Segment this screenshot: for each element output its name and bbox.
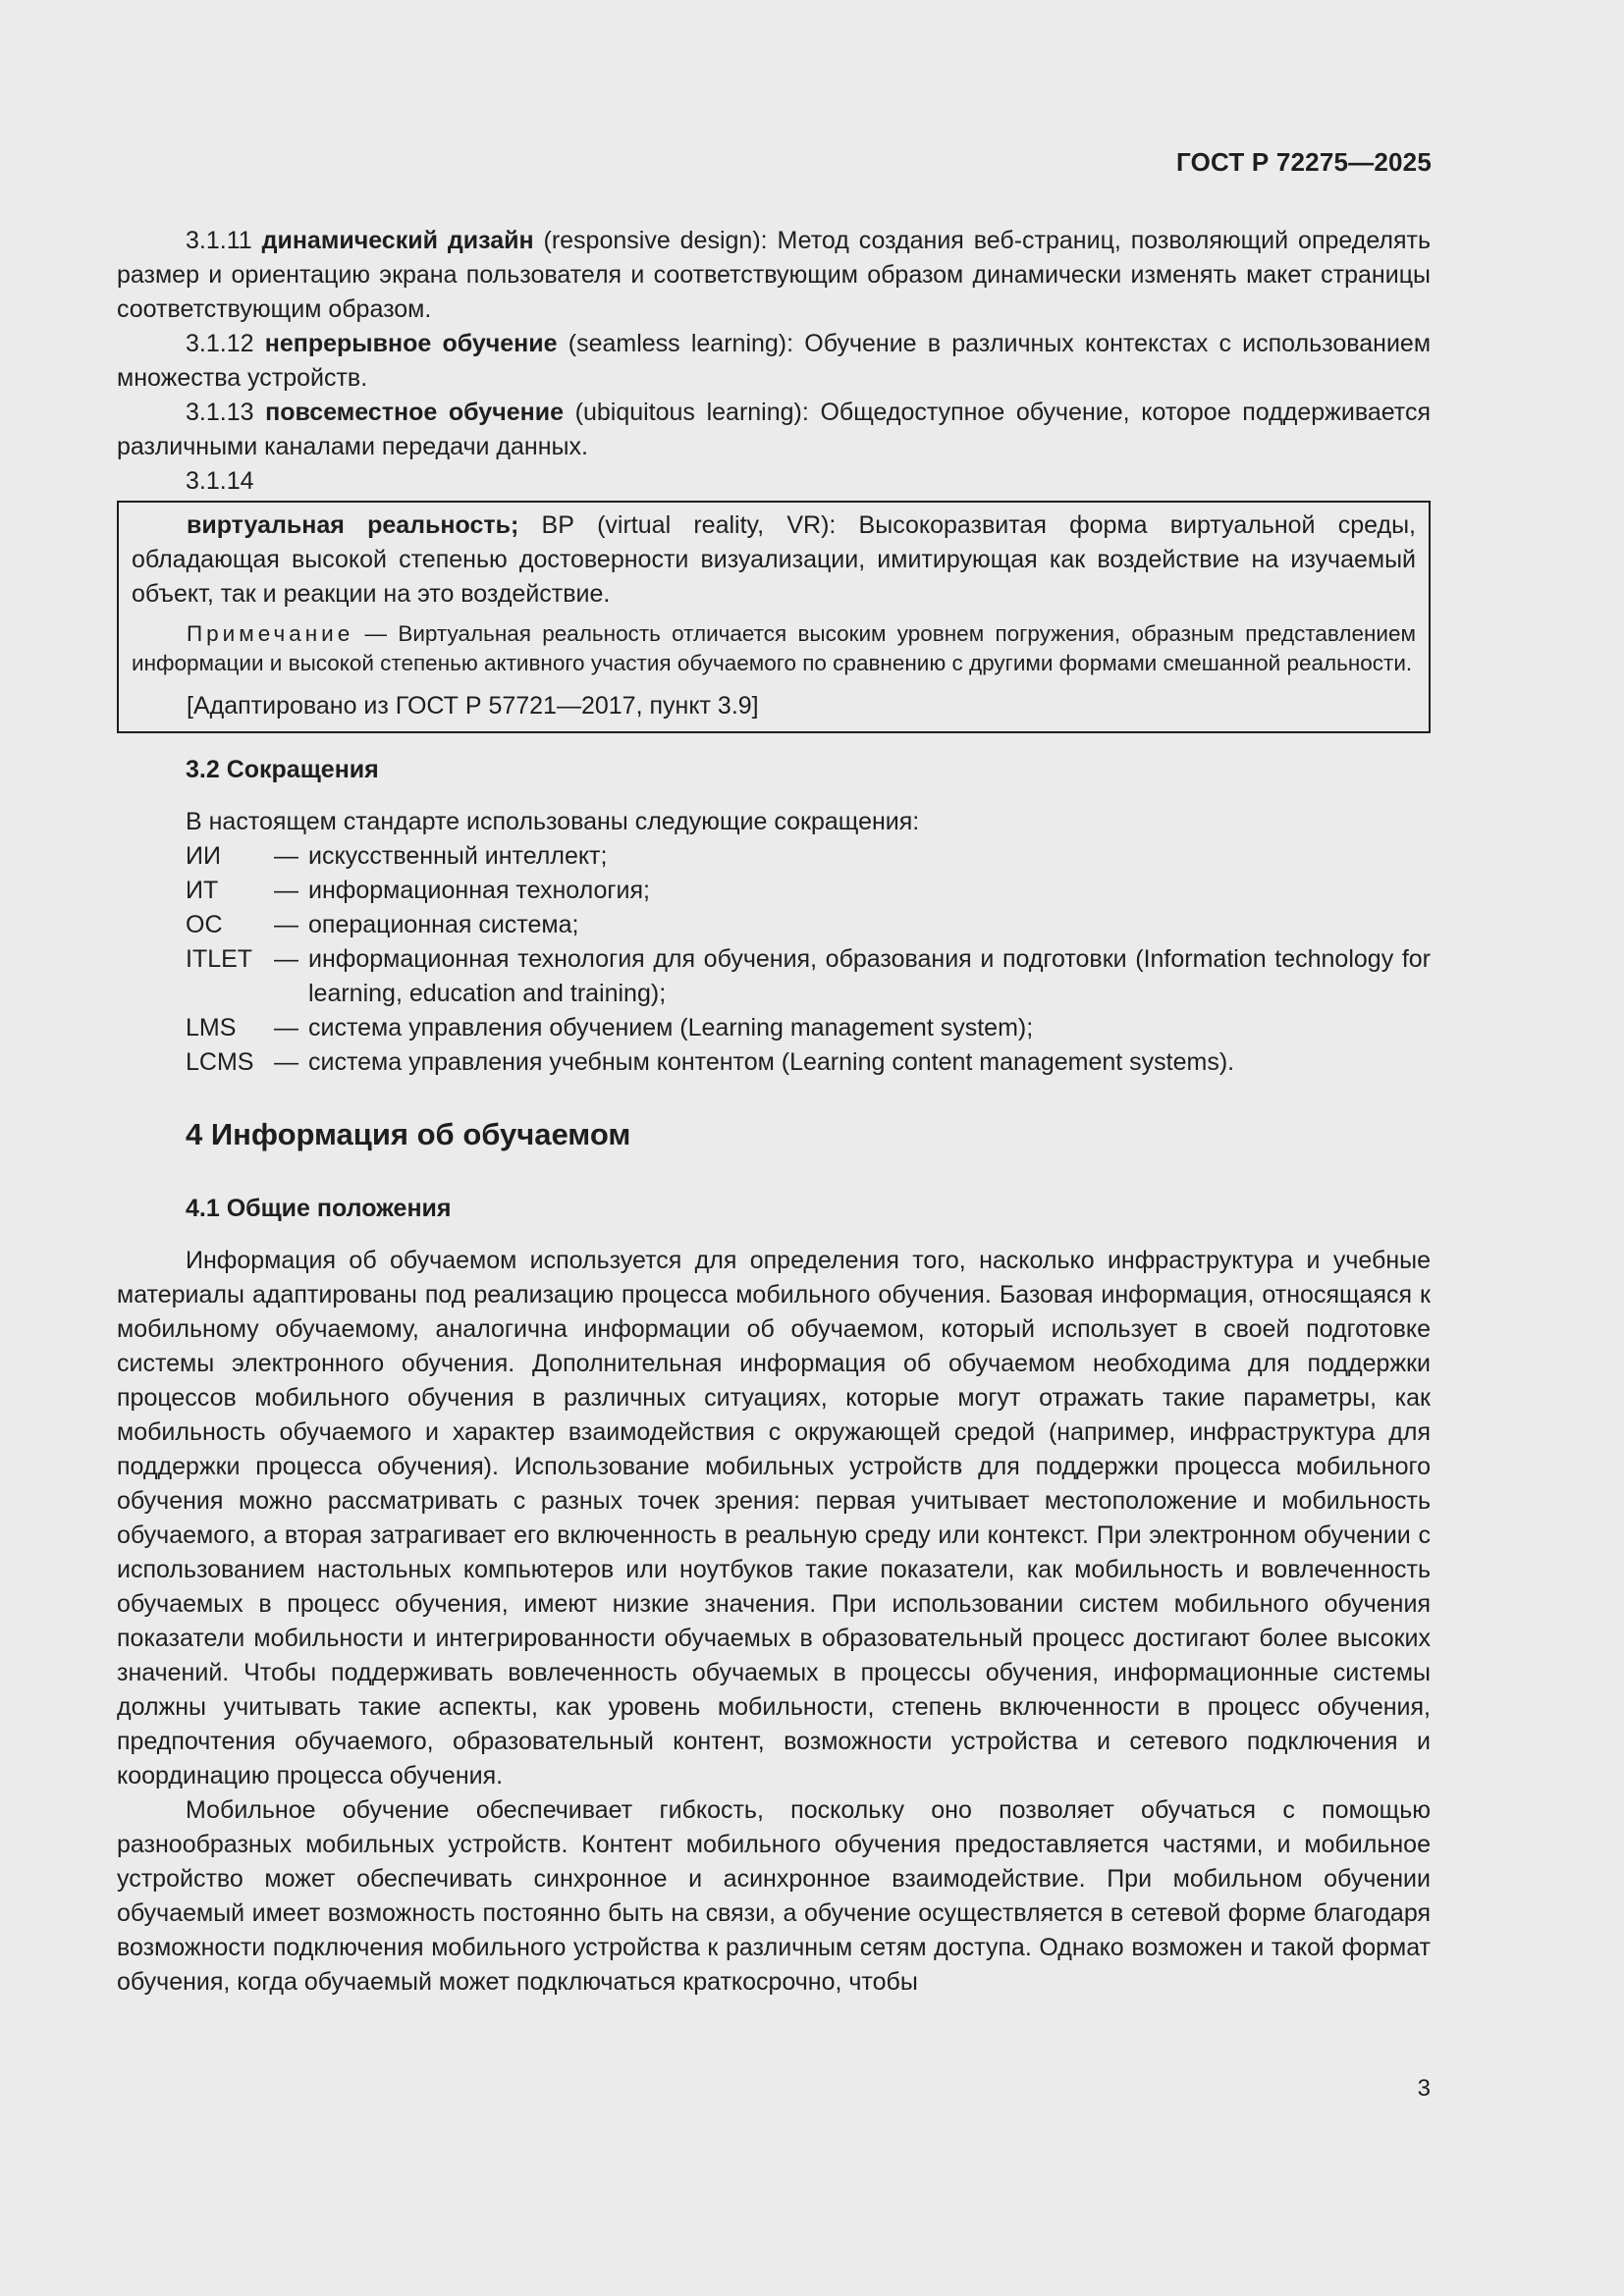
term-source: [Адаптировано из ГОСТ Р 57721—2017, пункт 3.9] <box>187 692 759 720</box>
paragraph: Информация об обучаемом используется для определения того, насколько инфраструктура и учебные материалы адаптированы под реализацию процесса мобильного обучения. Базовая информация, относящаяся к мобильному обучаемому, аналогична информации об обучаемом, который использует в своей подготовке системы электронного обучения. Дополнительная информация об обучаемом необходима для поддержки процессов мобильного обучения в различных ситуациях, которые могут отражать такие параметры, как мобильность обучаемого и характер взаимодействия с окружающей средой (например, инфраструктура для поддержки процесса обучения). Использование мобильных устройств для поддержки процесса мобильного обучения можно рассматривать с разных точек зрения: первая учитывает местоположение и мобильность обучаемого, а вторая затрагивает его включенность в реальную среду или контекст. При электронном обучении с использованием настольных компьютеров или ноутбуков такие показатели, как мобильность и вовлеченность обучаемых в процесс обучения, имеют низкие значения. При использовании систем мобильного обучения показатели мобильности и интегрированности обучаемых в образовательный процесс достигают более высоких значений. Чтобы поддерживать вовлеченность обучаемых в процессы обучения, информационные системы должны учитывать такие аспекты, как уровень мобильности, степень включенности в процесс обучения, предпочтения обучаемого, образовательный контент, возможности устройства и сетевого подключения и координацию процесса обучения. <box>117 1247 1431 1789</box>
list-item <box>117 908 1431 942</box>
term-3-1-14-box <box>117 501 1431 733</box>
term-definition: (seamless learning): Обучение в различных контекстах с использованием множества устройств. <box>117 330 1432 392</box>
abbreviation-key: ИТ <box>186 877 219 904</box>
note-label: Примечание <box>187 621 354 646</box>
term-3-1-13: 3.1.13 повсеместное обучение (ubiquitous learning): Общедоступное обучение, которое поддерживается различными каналами передачи данных. <box>117 399 1432 460</box>
term-note <box>132 619 1416 677</box>
page-content <box>117 224 1431 2000</box>
term-3-1-14-definition <box>132 508 1416 612</box>
term-definition: (ubiquitous learning): Общедоступное обучение, которое поддерживается различными каналами передачи данных. <box>117 399 1432 460</box>
term-3-1-12: 3.1.12 непрерывное обучение (seamless learning): Обучение в различных контекстах с использованием множества устройств. <box>117 330 1432 392</box>
dash: — <box>274 842 298 870</box>
section-3-2-heading: 3.2 Сокращения <box>186 756 379 783</box>
abbreviation-value: информационная технология для обучения, образования и подготовки (Information technology for learning, education and training); <box>308 945 1431 1007</box>
abbreviation-key: ИИ <box>186 842 221 870</box>
abbreviation-value: система управления учебным контентом (Learning content management systems). <box>308 1048 1235 1076</box>
abbreviation-value: искусственный интеллект; <box>308 842 608 870</box>
section-4-1-heading: 4.1 Общие положения <box>186 1195 452 1222</box>
dash: — <box>274 1048 298 1076</box>
term-title: непрерывное обучение <box>264 330 558 357</box>
list-item <box>117 1011 1431 1045</box>
abbreviation-value: операционная система; <box>308 911 579 938</box>
abbreviation-key: ОС <box>186 911 223 938</box>
abbreviation-key: LMS <box>186 1014 237 1041</box>
term-3-1-14-number: 3.1.14 <box>186 467 254 495</box>
page-number: 3 <box>1417 2075 1431 2102</box>
list-item <box>117 874 1431 908</box>
dash: — <box>274 911 298 938</box>
term-3-1-11: 3.1.11 динамический дизайн (responsive design): Метод создания веб-страниц, позволяющий определять размер и ориентацию экрана пользователя и соответствующим образом динамически изменять макет страницы соответствующим образом. <box>117 227 1431 323</box>
abbreviations-list <box>117 839 1431 1080</box>
term-definition: (responsive design): Метод создания веб-страниц, позволяющий определять размер и ориентацию экрана пользователя и соответствующим образом динамически изменять макет страницы соответствующим образом. <box>117 227 1431 323</box>
abbreviation-value: информационная технология; <box>308 877 650 904</box>
abbreviation-key: ITLET <box>186 945 253 973</box>
abbreviation-key: LCMS <box>186 1048 254 1076</box>
list-item <box>117 1045 1431 1080</box>
note-text: — Виртуальная реальность отличается высоким уровнем погружения, образным представлением информации и высокой степенью активного участия обучаемого по сравнению с другими формами смешанной реальности. <box>132 621 1416 675</box>
term-title: динамический дизайн <box>261 227 534 254</box>
abbreviation-value: система управления обучением (Learning management system); <box>308 1014 1034 1041</box>
term-definition: ВР (virtual reality, VR): Высокоразвитая форма виртуальной среды, обладающая высокой степенью достоверности визуализации, имитирующая как воздействие на изучаемый объект, так и реакции на это воздействие. <box>132 511 1416 608</box>
dash: — <box>274 1014 298 1041</box>
dash: — <box>274 877 298 904</box>
paragraph: Мобильное обучение обеспечивает гибкость, поскольку оно позволяет обучаться с помощью разнообразных мобильных устройств. Контент мобильного обучения предоставляется частями, и мобильное устройство может обеспечивать синхронное и асинхронное взаимодействие. При мобильном обучении обучаемый имеет возможность постоянно быть на связи, а обучение осуществляется в сетевой форме благодаря возможности подключения мобильного устройства к различным сетям доступа. Однако возможен и такой формат обучения, когда обучаемый может подключаться краткосрочно, чтобы <box>117 1796 1431 1996</box>
list-item <box>117 839 1431 874</box>
term-title: повсеместное обучение <box>265 399 564 426</box>
term-title: виртуальная реальность; <box>187 511 519 539</box>
abbreviations-intro: В настоящем стандарте использованы следующие сокращения: <box>186 808 920 835</box>
section-4-heading: 4 Информация об обучаемом <box>186 1117 631 1151</box>
document-code: ГОСТ Р 72275—2025 <box>1176 147 1432 177</box>
list-item <box>117 942 1431 1011</box>
dash: — <box>274 945 298 973</box>
